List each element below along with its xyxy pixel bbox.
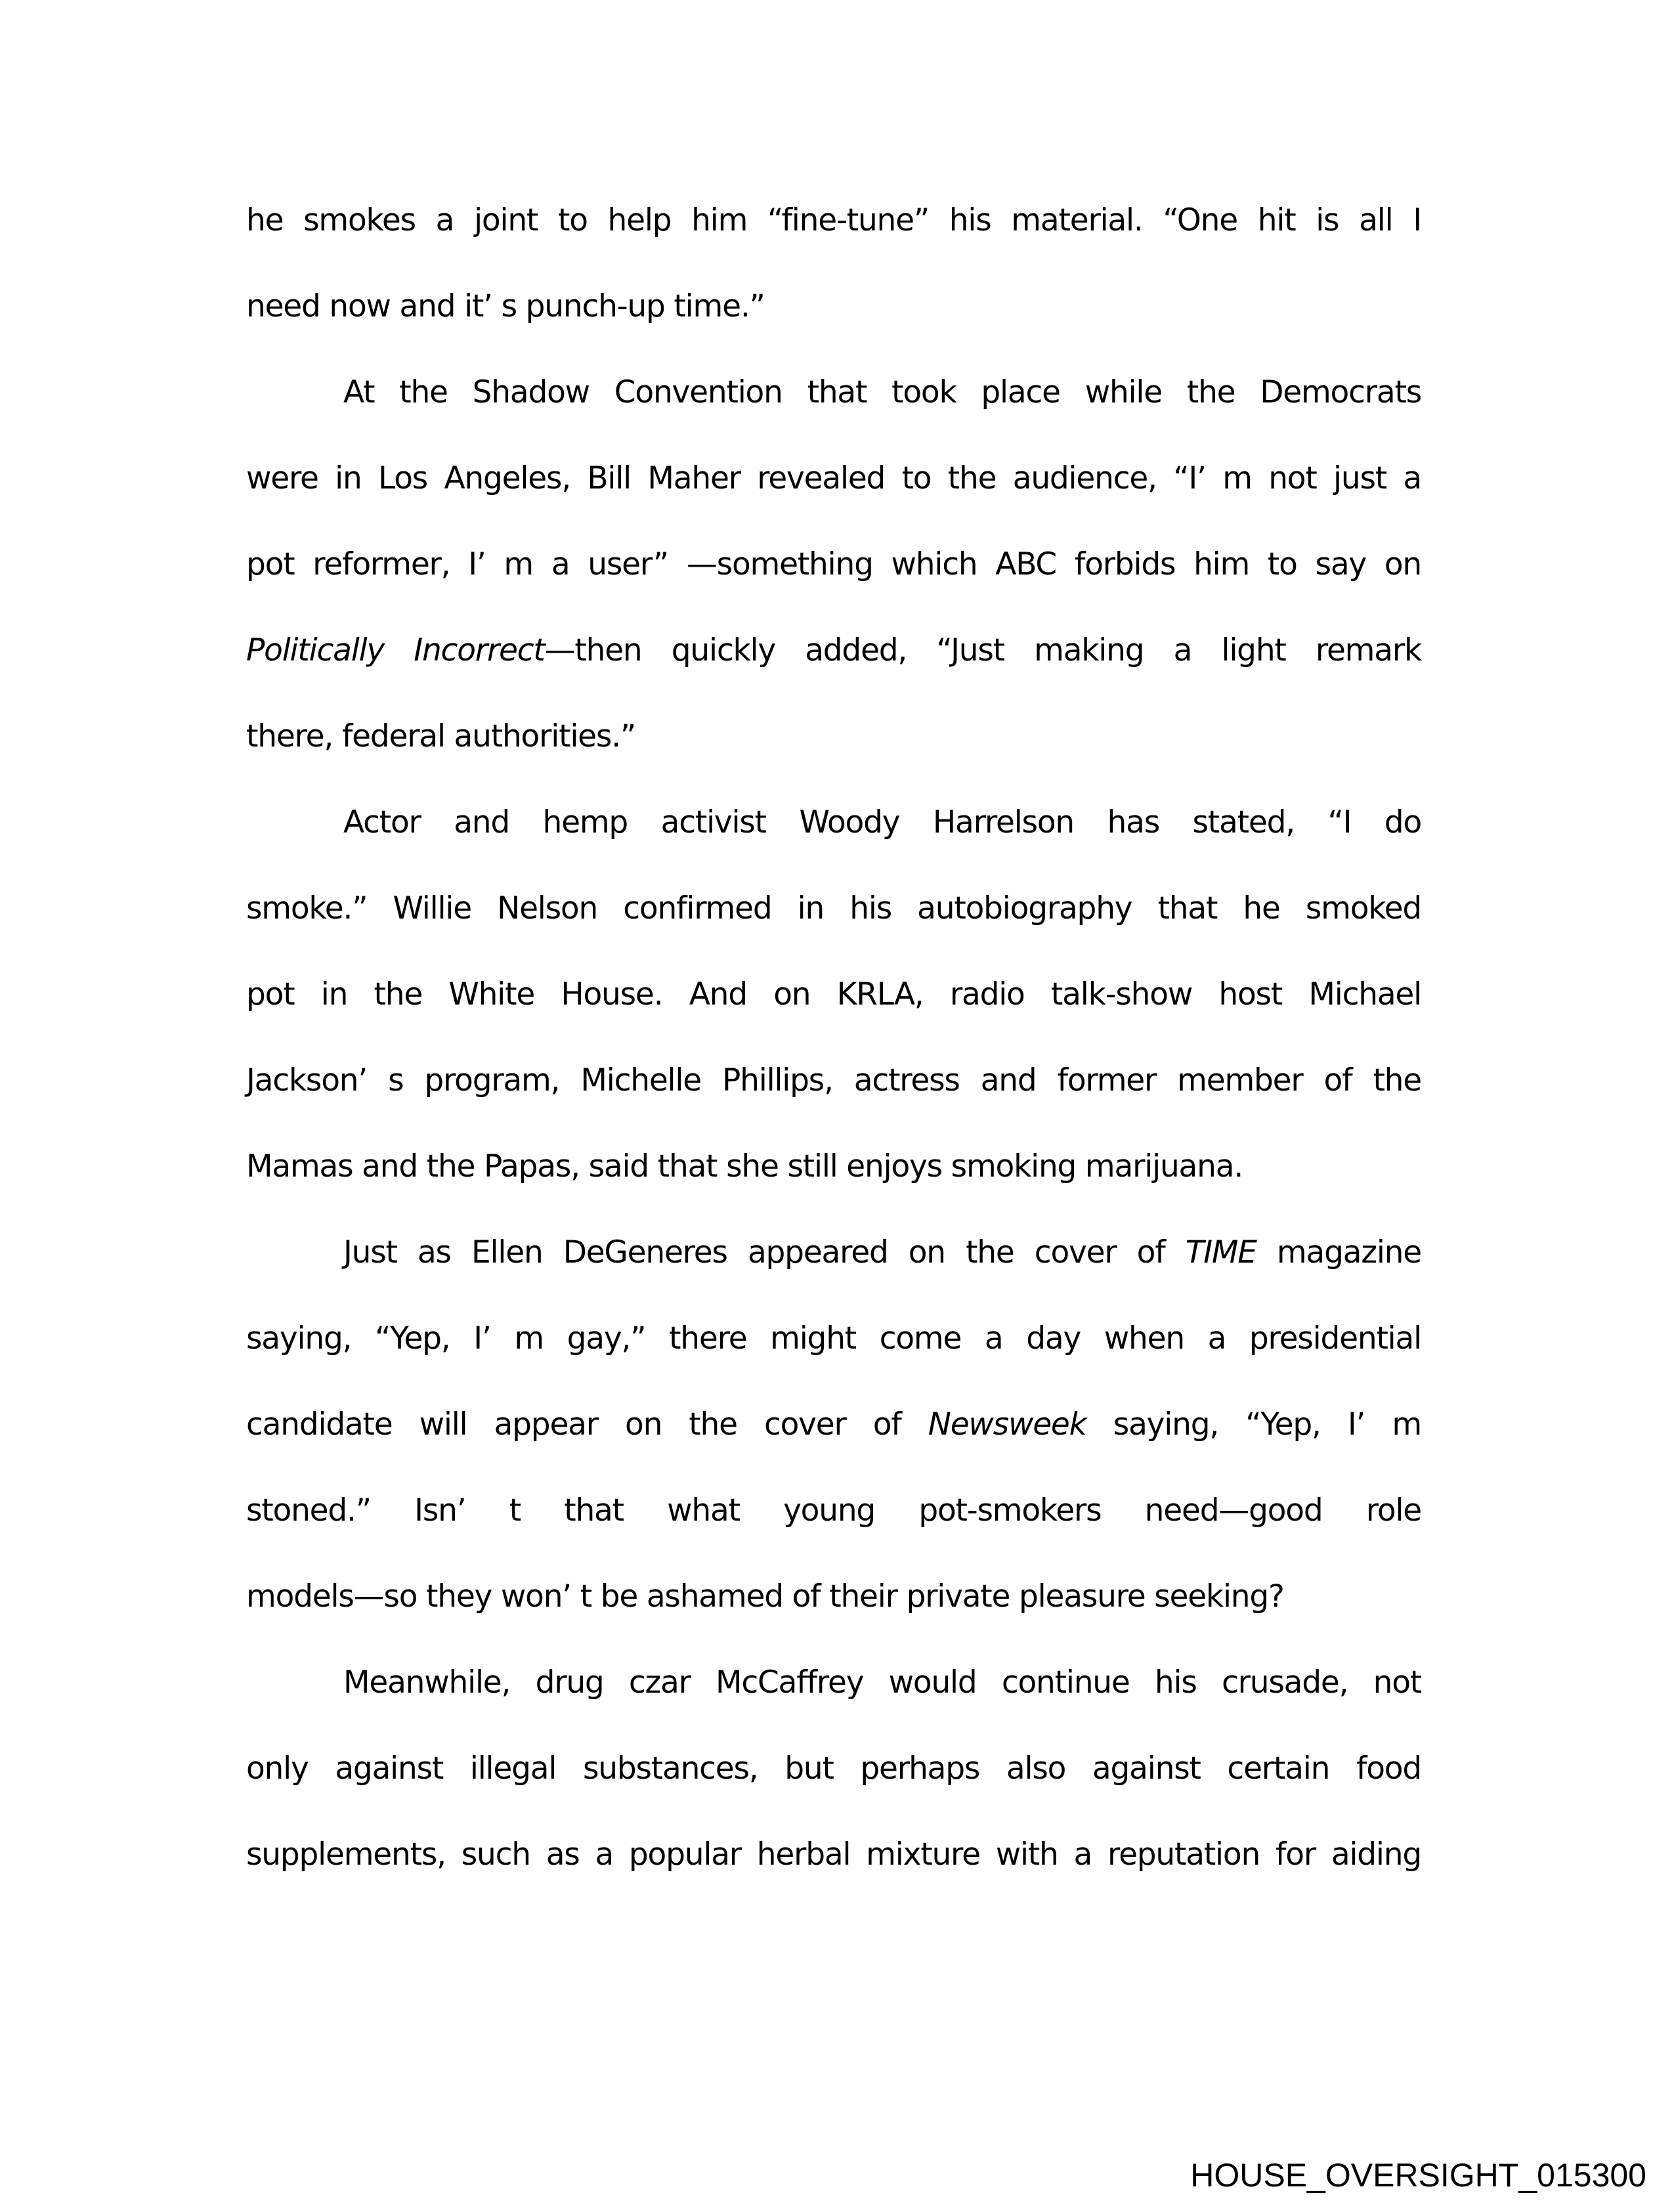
body-line: Actor and hemp activist Woody Harrelson has stated, “I do	[343, 804, 1421, 840]
body-line: only against illegal substances, but perhaps also against certain food	[246, 1750, 1421, 1787]
bates-number: HOUSE_OVERSIGHT_015300	[1190, 2157, 1646, 2194]
body-text: —then quickly added, “Just making a light remark	[544, 632, 1422, 668]
body-text: Just as Ellen DeGeneres appeared on the cover of	[343, 1234, 1186, 1270]
show-title: Politically Incorrect	[246, 632, 545, 668]
body-text: candidate will appear on the cover of	[246, 1406, 928, 1442]
magazine-title: Newsweek	[928, 1406, 1086, 1442]
body-text: saying, “Yep, I’ m	[1086, 1406, 1421, 1442]
body-line	[343, 1233, 1421, 1272]
body-line: At the Shadow Convention that took place while the Democrats	[343, 374, 1421, 410]
body-line: Meanwhile, drug czar McCaffrey would continue his crusade, not	[343, 1664, 1421, 1701]
magazine-title: TIME	[1185, 1234, 1256, 1270]
body-line: were in Los Angeles, Bill Maher revealed to the audience, “I’ m not just a	[246, 460, 1421, 496]
body-line: saying, “Yep, I’ m gay,” there might come a day when a presidential	[246, 1320, 1421, 1356]
body-line: Jackson’ s program, Michelle Phillips, actress and former member of the	[246, 1062, 1421, 1098]
body-line	[246, 1405, 1421, 1444]
body-line: there, federal authorities.”	[246, 718, 636, 754]
body-line: he smokes a joint to help him “fine-tune” his material. “One hit is all I	[246, 202, 1421, 238]
body-text: magazine	[1256, 1234, 1421, 1270]
body-line: need now and it’ s punch-up time.”	[246, 288, 765, 324]
body-line	[246, 631, 1421, 670]
body-line: pot in the White House. And on KRLA, radio talk-show host Michael	[246, 976, 1421, 1012]
body-line: smoke.” Willie Nelson confirmed in his autobiography that he smoked	[246, 890, 1421, 926]
body-line: Mamas and the Papas, said that she still enjoys smoking marijuana.	[246, 1148, 1243, 1184]
body-line: models—so they won’ t be ashamed of their private pleasure seeking?	[246, 1578, 1284, 1615]
body-line: supplements, such as a popular herbal mixture with a reputation for aiding	[246, 1836, 1421, 1873]
body-line: pot reformer, I’ m a user” —something which ABC forbids him to say on	[246, 546, 1421, 582]
body-line: stoned.” Isn’ t that what young pot-smokers need—good role	[246, 1492, 1421, 1529]
